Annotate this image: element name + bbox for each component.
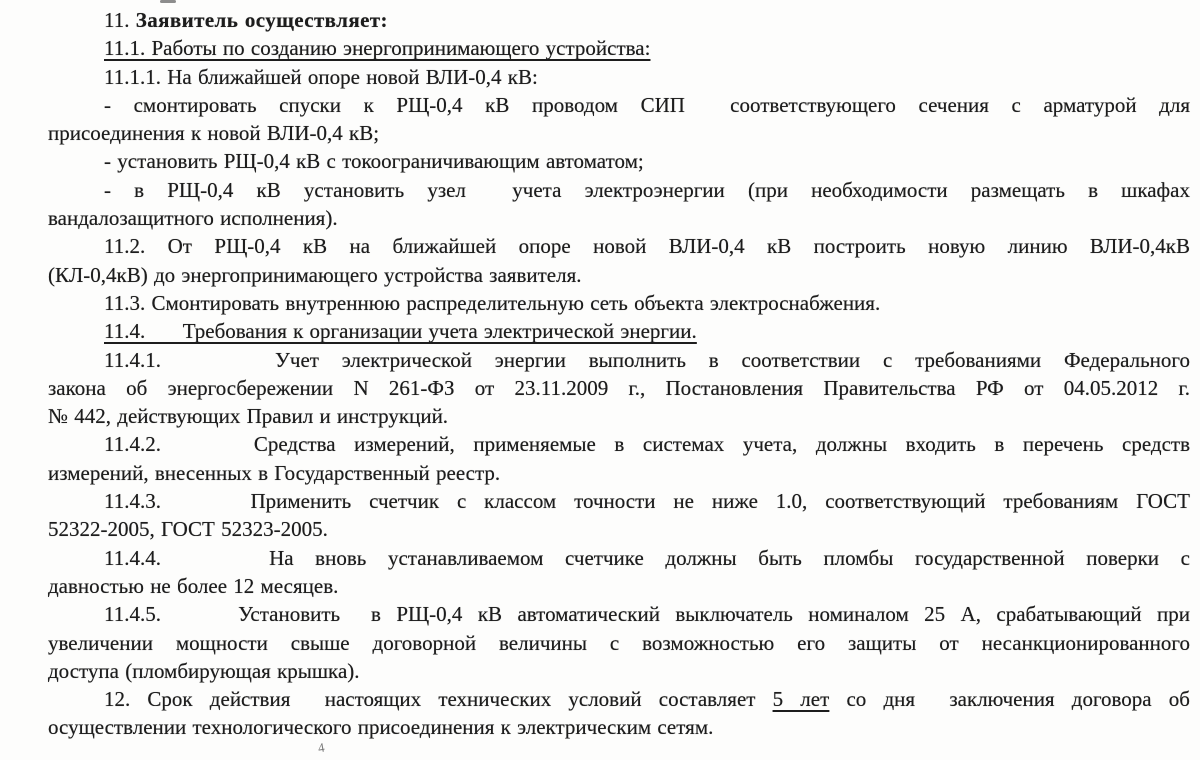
- text-line: [48, 685, 1190, 713]
- text-run: 11.3. Смонтировать внутреннюю распределительную сеть объекта электроснабжения.: [104, 290, 881, 315]
- text-run: 11.4. Требования к организации учета электрической энергии.: [104, 319, 697, 344]
- scan-artifact-top-mark: [160, 0, 176, 3]
- text-run: 11.4.2. Средства измерений, применяемые в системах учета, должны входить в перечень средств: [104, 432, 1190, 457]
- text-line: [48, 147, 1190, 175]
- text-run: - смонтировать спуски к РЩ-0,4 кВ проводом СИП соответствующего сечения с арматурой для: [104, 92, 1190, 117]
- text-run: 11.4.3. Применить счетчик с классом точности не ниже 1.0, соответствующий требованиям ГОСТ: [104, 489, 1190, 514]
- text-run: 52322-2005, ГОСТ 52323-2005.: [48, 517, 328, 542]
- text-run: 11.: [104, 8, 136, 32]
- text-run: 11.4.4. На вновь устанавливаемом счетчике должны быть пломбы государственной поверки с: [104, 545, 1190, 570]
- text-run: 12. Срок действия настоящих технических условий составляет: [104, 687, 773, 712]
- document-text-block: [48, 6, 1190, 742]
- text-run: со дня заключения договора об: [829, 687, 1190, 712]
- text-line: [48, 544, 1190, 572]
- text-line: [48, 119, 1190, 147]
- text-run: 11.4.5. Установить в РЩ-0,4 кВ автоматический выключатель номиналом 25 А, срабатывающий при: [104, 602, 1190, 627]
- text-run: присоединения к новой ВЛИ-0,4 кВ;: [48, 121, 380, 146]
- text-run: осуществлении технологического присоединения к электрическим сетям.: [48, 715, 714, 740]
- text-run: 11.2. От РЩ-0,4 кВ на ближайшей опоре новой ВЛИ-0,4 кВ построить новую линию ВЛИ-0,4кВ: [104, 234, 1190, 259]
- text-line: [48, 232, 1190, 260]
- text-line: [48, 515, 1190, 543]
- text-run: давностью не более 12 месяцев.: [48, 573, 339, 598]
- text-run: - установить РЩ-0,4 кВ с токоограничивающим автоматом;: [104, 149, 644, 174]
- text-line: [48, 600, 1190, 628]
- text-line: [48, 657, 1190, 685]
- text-line: [48, 6, 1190, 34]
- text-line: [48, 430, 1190, 458]
- text-line: [48, 459, 1190, 487]
- text-run: закона об энергосбережении N 261-ФЗ от 23.11.2009 г., Постановления Правительства РФ от 04.05.2012 г.: [48, 375, 1190, 400]
- text-line: [48, 402, 1190, 430]
- text-run: (КЛ-0,4кВ) до энергопринимающего устройства заявителя.: [48, 262, 582, 287]
- text-run: 11.4.1. Учет электрической энергии выполнить в соответствии с требованиями Федерального: [104, 347, 1190, 372]
- text-line: [48, 572, 1190, 600]
- scan-artifact-bottom-mark: 4: [316, 739, 326, 756]
- text-line: [48, 91, 1190, 119]
- text-line: [48, 261, 1190, 289]
- text-line: [48, 317, 1190, 345]
- text-line: [48, 289, 1190, 317]
- text-line: [48, 374, 1190, 402]
- text-line: [48, 204, 1190, 232]
- text-run: 5 лет: [772, 687, 830, 712]
- text-line: [48, 63, 1190, 91]
- text-run: измерений, внесенных в Государственный реестр.: [48, 460, 501, 485]
- text-line: [48, 487, 1190, 515]
- text-run: 11.1. Работы по созданию энергопринимающего устройства:: [104, 36, 651, 61]
- text-run: вандалозащитного исполнения).: [48, 206, 338, 231]
- text-line: [48, 34, 1190, 62]
- text-run: доступа (пломбирующая крышка).: [48, 658, 360, 683]
- text-run: увеличении мощности свыше договорной величины с возможностью его защиты от несанкционированного: [48, 630, 1190, 655]
- text-run: № 442, действующих Правил и инструкций.: [48, 404, 449, 429]
- text-run: Заявитель осуществляет:: [135, 8, 388, 32]
- text-line: [48, 346, 1190, 374]
- text-line: [48, 176, 1190, 204]
- text-run: 11.1.1. На ближайшей опоре новой ВЛИ-0,4 кВ:: [104, 64, 538, 89]
- text-line: [48, 713, 1190, 741]
- text-run: - в РЩ-0,4 кВ установить узел учета электроэнергии (при необходимости размещать в шкафах: [104, 177, 1190, 202]
- text-line: [48, 629, 1190, 657]
